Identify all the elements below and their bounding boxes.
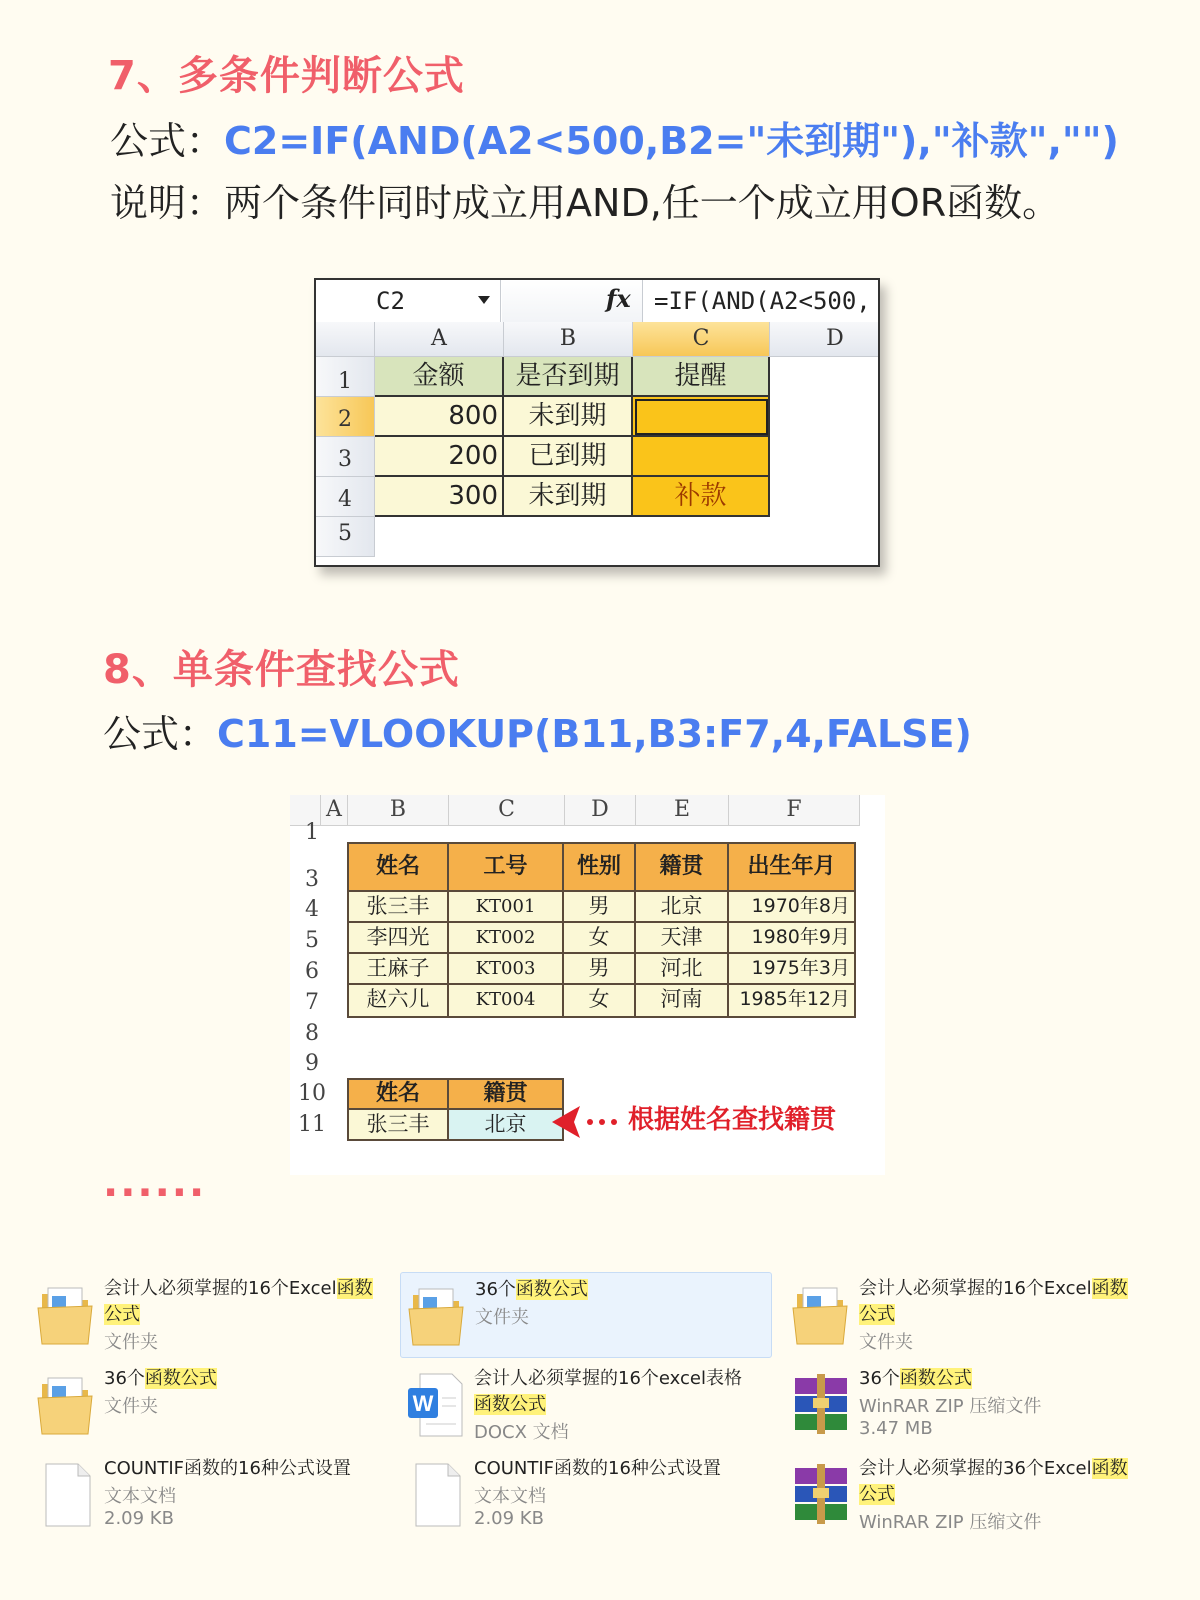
table-cell[interactable]: 北京 [636, 892, 729, 923]
excel-screenshot-2 [290, 795, 885, 1175]
file-size: 3.47 MB [859, 1418, 933, 1439]
cell-b1[interactable]: 是否到期 [504, 357, 633, 397]
table-cell[interactable]: 1980年9月 [729, 923, 856, 954]
file-item[interactable] [30, 1452, 400, 1536]
table-header-birth[interactable]: 出生年月 [729, 844, 856, 892]
table-cell[interactable]: KT004 [449, 985, 564, 1018]
excel-screenshot-1 [314, 278, 880, 567]
section-8-formula-line [103, 703, 972, 758]
cell-c3[interactable] [633, 437, 770, 477]
row-header-5[interactable]: 5 [305, 928, 319, 953]
file-name: 会计人必须掌握的16个Excel函数 公式 [859, 1278, 1128, 1325]
formula-bar [316, 280, 878, 323]
cell-a3[interactable]: 200 [375, 437, 504, 477]
word-doc-icon [404, 1368, 468, 1440]
svg-text:W: W [412, 1391, 434, 1416]
folder-icon [405, 1279, 469, 1351]
table-cell[interactable]: KT003 [449, 954, 564, 985]
table-header-name[interactable]: 姓名 [349, 844, 449, 892]
cell-c1[interactable]: 提醒 [633, 357, 770, 397]
file-type: 文件夹 [104, 1332, 158, 1353]
table-header-hometown[interactable]: 籍贯 [636, 844, 729, 892]
file-name: 36个函数公式 [104, 1368, 217, 1389]
column-header-b[interactable]: B [348, 795, 449, 826]
winrar-icon [789, 1368, 853, 1440]
folder-icon [34, 1368, 98, 1440]
lookup-name-cell[interactable]: 张三丰 [349, 1110, 449, 1141]
row-header-5[interactable]: 5 [316, 517, 375, 557]
table-header-gender[interactable]: 性别 [564, 844, 636, 892]
column-header-c[interactable]: C [633, 322, 770, 357]
lookup-header-name[interactable]: 姓名 [349, 1080, 449, 1110]
table-cell[interactable]: KT002 [449, 923, 564, 954]
row-header-4[interactable]: 4 [316, 477, 375, 517]
cell-c4[interactable]: 补款 [633, 477, 770, 517]
folder-icon [34, 1278, 98, 1350]
cell-b3[interactable]: 已到期 [504, 437, 633, 477]
annotation-text: 根据姓名查找籍贯 [628, 1105, 837, 1135]
column-header-d[interactable]: D [770, 322, 880, 357]
file-size: 2.09 KB [474, 1508, 544, 1529]
file-item[interactable] [785, 1272, 1155, 1356]
table-cell[interactable]: 王麻子 [349, 954, 449, 985]
select-all-corner[interactable] [316, 322, 375, 357]
file-type: 文件夹 [475, 1307, 529, 1328]
table-cell[interactable]: 张三丰 [349, 892, 449, 923]
table-header-id[interactable]: 工号 [449, 844, 564, 892]
formula-label: 公式： [110, 119, 225, 163]
row-header-1[interactable]: 1 [316, 357, 375, 397]
section-7-note-line [110, 172, 1060, 227]
table-cell[interactable]: 男 [564, 954, 636, 985]
file-type: 文件夹 [104, 1396, 158, 1417]
file-name: COUNTIF函数的16种公式设置 [474, 1458, 721, 1479]
row-header-2[interactable]: 2 [316, 397, 375, 437]
file-type: 文本文档 [474, 1486, 546, 1507]
row-header-8[interactable]: 8 [305, 1021, 319, 1046]
table-cell[interactable]: 女 [564, 923, 636, 954]
row-header-11[interactable]: 11 [298, 1112, 326, 1137]
cell-c2-selected[interactable] [633, 397, 770, 437]
row-header-9[interactable]: 9 [305, 1051, 319, 1076]
file-item[interactable] [400, 1452, 770, 1536]
cell-a1[interactable]: 金额 [375, 357, 504, 397]
fx-icon[interactable]: fx [606, 284, 631, 313]
row-header-4[interactable]: 4 [305, 897, 319, 922]
column-header-c[interactable]: C [449, 795, 565, 826]
file-type: WinRAR ZIP 压缩文件 [859, 1396, 1042, 1417]
file-name: 36个函数公式 [859, 1368, 972, 1389]
file-type: DOCX 文档 [474, 1422, 569, 1443]
file-name: 36个函数公式 [475, 1279, 588, 1300]
table-cell[interactable]: 1975年3月 [729, 954, 856, 985]
cell-a4[interactable]: 300 [375, 477, 504, 517]
row-header-10[interactable]: 10 [298, 1081, 326, 1106]
file-item[interactable] [400, 1362, 770, 1446]
table-cell[interactable]: KT001 [449, 892, 564, 923]
row-header-3[interactable]: 3 [305, 867, 319, 892]
file-name: COUNTIF函数的16种公式设置 [104, 1458, 351, 1479]
lookup-result-cell[interactable]: 北京 [449, 1110, 564, 1141]
ellipsis: ...... [103, 1160, 207, 1206]
lookup-header-hometown[interactable]: 籍贯 [449, 1080, 564, 1110]
name-box[interactable]: C2 [316, 280, 501, 322]
formula-label: 公式： [103, 712, 218, 756]
arrow-left-icon [552, 1100, 628, 1144]
winrar-icon [789, 1458, 853, 1530]
cell-a2[interactable]: 800 [375, 397, 504, 437]
table-cell[interactable]: 天津 [636, 923, 729, 954]
text-file-icon [34, 1458, 98, 1530]
table-cell[interactable]: 河北 [636, 954, 729, 985]
column-header-b[interactable]: B [504, 322, 633, 357]
column-header-a[interactable]: A [321, 795, 348, 826]
row-header-7[interactable]: 7 [305, 990, 319, 1015]
column-header-d[interactable]: D [565, 795, 636, 826]
file-type: 文本文档 [104, 1486, 176, 1507]
folder-icon [789, 1278, 853, 1350]
section-8-title: 8、单条件查找公式 [103, 647, 460, 693]
column-header-a[interactable]: A [375, 322, 504, 357]
section-7-formula-line [110, 110, 1119, 165]
formula-bar-text[interactable]: =IF(AND(A2<500, [654, 287, 871, 315]
cell-b4[interactable]: 未到期 [504, 477, 633, 517]
table-cell[interactable]: 李四光 [349, 923, 449, 954]
note-text: 两个条件同时成立用AND,任一个成立用OR函数。 [224, 181, 1061, 225]
text-file-icon [404, 1458, 468, 1530]
formula-text: C2=IF(AND(A2<500,B2="未到期"),"补款","") [224, 119, 1119, 163]
file-item[interactable] [30, 1362, 400, 1446]
file-size: 2.09 KB [104, 1508, 174, 1529]
row-header-1[interactable]: 1 [305, 820, 319, 845]
note-label: 说明： [110, 181, 225, 225]
column-header-e[interactable]: E [636, 795, 729, 826]
table-cell[interactable]: 赵六儿 [349, 985, 449, 1018]
chevron-down-icon[interactable] [478, 296, 490, 304]
row-header-6[interactable]: 6 [305, 959, 319, 984]
file-item[interactable] [30, 1272, 400, 1356]
file-name: 会计人必须掌握的36个Excel函数 公式 [859, 1458, 1128, 1505]
file-item[interactable] [400, 1272, 772, 1358]
formula-text: C11=VLOOKUP(B11,B3:F7,4,FALSE) [217, 712, 972, 756]
file-type: WinRAR ZIP 压缩文件 [859, 1512, 1042, 1533]
table-cell[interactable]: 男 [564, 892, 636, 923]
file-name: 会计人必须掌握的16个Excel函数 公式 [104, 1278, 373, 1325]
file-name: 会计人必须掌握的16个excel表格 函数公式 [474, 1368, 742, 1415]
file-type: 文件夹 [859, 1332, 913, 1353]
section-7-title: 7、多条件判断公式 [108, 53, 465, 99]
function-area [502, 280, 643, 322]
row-header-3[interactable]: 3 [316, 437, 375, 477]
table-cell[interactable]: 1985年12月 [729, 985, 856, 1018]
table-cell[interactable]: 河南 [636, 985, 729, 1018]
file-item[interactable] [785, 1362, 1155, 1446]
file-item[interactable] [785, 1452, 1155, 1536]
table-cell[interactable]: 女 [564, 985, 636, 1018]
column-header-f[interactable]: F [729, 795, 860, 826]
cell-b2[interactable]: 未到期 [504, 397, 633, 437]
table-cell[interactable]: 1970年8月 [729, 892, 856, 923]
